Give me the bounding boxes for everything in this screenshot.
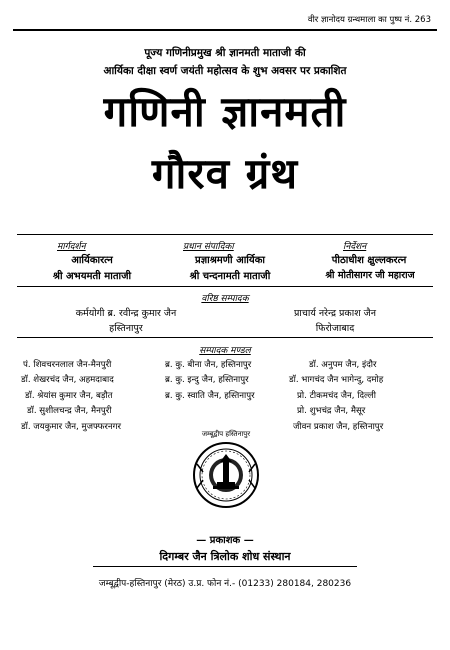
title-page bbox=[13, 12, 437, 640]
intro-line-1: पूज्य गणिनीप्रमुख श्री ज्ञानमती माताजी की bbox=[144, 47, 306, 59]
role-line-guidance-2: श्री अभयमती माताजी bbox=[52, 271, 132, 282]
title-rule bbox=[17, 234, 433, 235]
senior-editor-heading: वरिष्ठ सम्पादक bbox=[201, 294, 249, 304]
board-member: ब्र. कु. बीना जैन, हस्तिनापुर bbox=[165, 360, 252, 370]
top-rule bbox=[13, 29, 437, 31]
board-member: ब्र. कु. इन्दु जैन, हस्तिनापुर bbox=[165, 375, 249, 385]
board-member: डॉ. श्रेयांस कुमार जैन, बड़ौत bbox=[25, 391, 113, 401]
board-member: ब्र. कु. स्वाति जैन, हस्तिनापुर bbox=[165, 391, 255, 401]
series-number: वीर ज्ञानोदय ग्रन्थमाला का पुष्प नं. 263 bbox=[307, 15, 431, 25]
senior-editor-left-place: हस्तिनापुर bbox=[109, 323, 143, 334]
board-member: प्रो. शुभचंद्र जैन, मैसूर bbox=[297, 406, 366, 416]
role-line-guidance-1: आर्यिकारत्न bbox=[71, 255, 113, 266]
board-member: डॉ. भागचंद जैन भागेन्दु, दमोह bbox=[289, 375, 384, 385]
publisher-heading: — प्रकाशक — bbox=[196, 535, 254, 546]
main-title-line-2: गौरव ग्रंथ bbox=[151, 149, 299, 198]
publisher-address: जम्बूद्वीप-हस्तिनापुर (मेरठ) उ.प्र. फोन नं.- (01233) 280184, 280236 bbox=[98, 579, 352, 589]
senior-editor-right-place: फिरोजाबाद bbox=[315, 323, 355, 334]
institute-seal-icon bbox=[193, 442, 259, 508]
board-member: डॉ. अनुपम जैन, इंदौर bbox=[309, 360, 377, 370]
intro-line-2: आर्यिका दीक्षा स्वर्ण जयंती महोत्सव के शुभ अवसर पर प्रकाशित bbox=[103, 65, 347, 77]
role-line-direction-1: पीठाधीश क्षुल्लकरत्न bbox=[331, 255, 407, 266]
board-member: जीवन प्रकाश जैन, हस्तिनापुर bbox=[293, 422, 384, 432]
senior-rule bbox=[17, 337, 433, 338]
roles-rule bbox=[17, 286, 433, 287]
board-member: डॉ. शेखरचंद जैन, अहमदाबाद bbox=[21, 375, 114, 385]
seal-caption: जम्बूद्वीप हस्तिनापुर bbox=[201, 430, 251, 438]
role-heading-chief-editor: प्रधान संपादिका bbox=[183, 242, 234, 252]
editorial-board-heading: सम्पादक मण्डल bbox=[199, 346, 251, 356]
role-line-chief-editor-1: प्रज्ञाश्रमणी आर्यिका bbox=[195, 255, 265, 266]
senior-editor-right-name: प्राचार्य नरेन्द्र प्रकाश जैन bbox=[293, 308, 376, 319]
main-title-line-1: गणिनी ज्ञानमती bbox=[103, 87, 347, 136]
publisher-rule bbox=[93, 566, 357, 567]
board-member: डॉ. जयकुमार जैन, मुजफ्फरनगर bbox=[21, 422, 122, 432]
role-line-direction-2: श्री मोतीसागर जी महाराज bbox=[325, 270, 415, 281]
board-member: पं. शिवचरनलाल जैन-मैनपुरी bbox=[23, 360, 112, 370]
role-line-chief-editor-2: श्री चन्दनामती माताजी bbox=[189, 271, 271, 282]
role-heading-guidance: मार्गदर्शन bbox=[57, 242, 86, 252]
publisher-name: दिगम्बर जैन त्रिलोक शोध संस्थान bbox=[159, 550, 291, 563]
board-member: प्रो. टीकमचंद जैन, दिल्ली bbox=[297, 391, 376, 401]
role-heading-direction: निर्देशन bbox=[343, 242, 367, 252]
board-member: डॉ. सुशीलचन्द्र जैन, मैनपुरी bbox=[27, 406, 112, 416]
senior-editor-left-name: कर्मयोगी ब्र. रवीन्द्र कुमार जैन bbox=[75, 308, 177, 319]
